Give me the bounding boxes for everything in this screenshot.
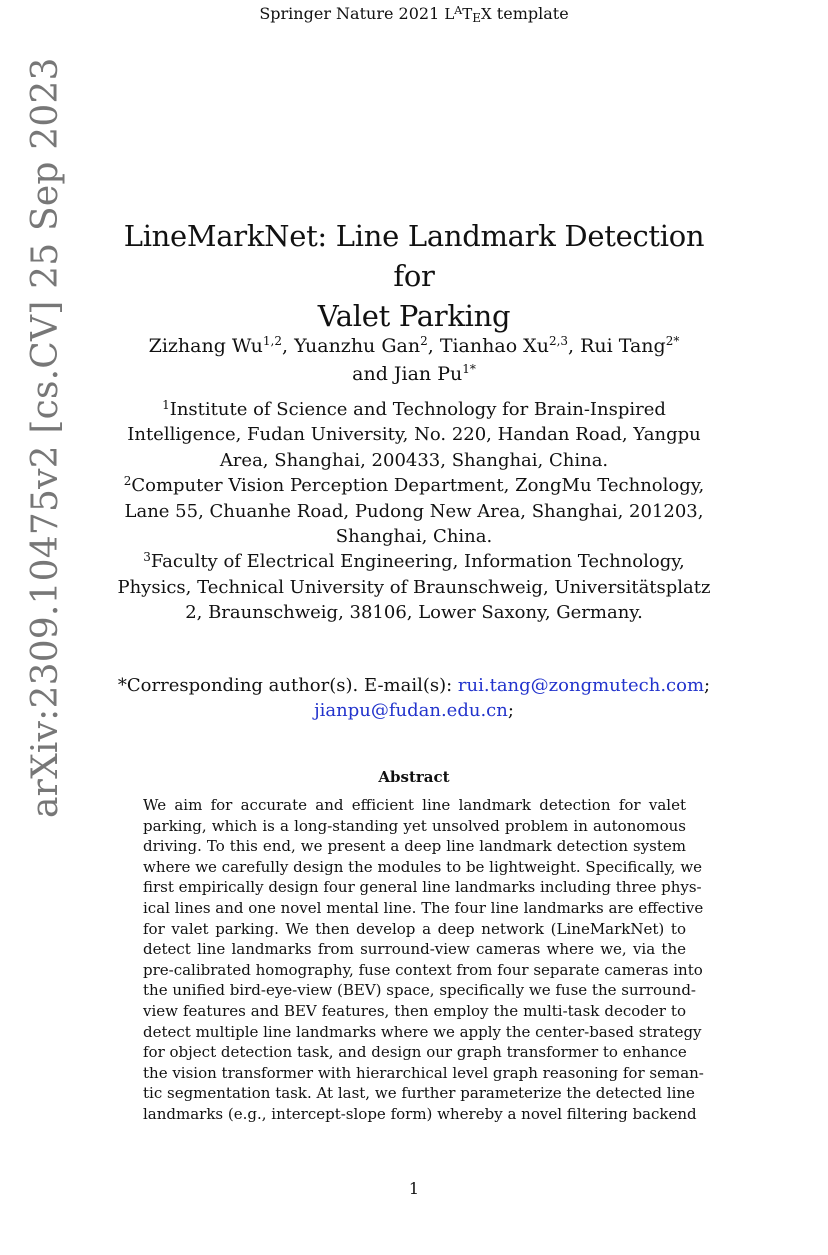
author-affiliation-mark: 1* (462, 362, 476, 376)
latex-logo-e: E (472, 11, 482, 25)
author-affiliation-mark: 2 (420, 334, 428, 348)
author-name: and Jian Pu (352, 363, 463, 385)
page-number: 1 (408, 1179, 420, 1198)
header-prefix: Springer Nature 2021 (259, 4, 445, 23)
corresponding-authors (100, 673, 728, 723)
author-name: Zizhang Wu (148, 335, 263, 357)
latex-logo-l: L (444, 5, 455, 23)
latex-logo-t: T (462, 5, 473, 23)
abstract-line: the unified bird-eye-view (BEV) space, specifically we fuse the surround- (143, 981, 696, 1000)
author-separator: , (568, 335, 581, 357)
affiliation-number: 2 (123, 474, 132, 489)
abstract-line: tic segmentation task. At last, we further parameterize the detected line (143, 1084, 695, 1103)
author-name: Yuanzhu Gan (294, 335, 421, 357)
affiliation-text: Computer Vision Perception Department, ZongMu Technology, (131, 475, 705, 497)
affiliation-text: Faculty of Electrical Engineering, Information Technology, (150, 551, 685, 573)
latex-logo-x: X (481, 5, 492, 23)
abstract-line: where we carefully design the modules to be lightweight. Specifically, we (143, 857, 703, 876)
title-line: Valet Parking (317, 299, 511, 333)
affiliation-line: Intelligence, Fudan University, No. 220, Handan Road, Yangpu (127, 424, 701, 446)
abstract-line: parking, which is a long-standing yet unsolved problem in autonomous (143, 816, 686, 835)
corresponding-line (100, 673, 728, 698)
abstract-heading: Abstract (378, 768, 450, 786)
abstract-line: for valet parking. We then develop a deep network (LineMarkNet) to (143, 919, 686, 938)
latex-logo (444, 5, 491, 23)
corresponding-line (100, 698, 728, 723)
abstract-line: landmarks (e.g., intercept-slope form) whereby a novel filtering backend (143, 1104, 697, 1123)
author-affiliation-mark: 2,3 (548, 334, 569, 348)
affiliation-line: 2, Braunschweig, 38106, Lower Saxony, Germany. (185, 602, 643, 624)
author-affiliation-mark: 1,2 (262, 334, 283, 348)
abstract-line: first empirically design four general line landmarks including three phys- (143, 878, 702, 897)
affiliation-text: Institute of Science and Technology for Brain-Inspired (169, 399, 666, 420)
author-separator: , (427, 335, 440, 357)
paper-title (110, 216, 718, 336)
abstract-line: view features and BEV features, then employ the multi-task decoder to (143, 1001, 686, 1020)
corresponding-label: *Corresponding author(s). E-mail(s): (117, 675, 458, 696)
affiliation-line: Lane 55, Chuanhe Road, Pudong New Area, Shanghai, 201203, (124, 500, 704, 522)
affiliations (110, 397, 718, 626)
abstract-body (143, 795, 704, 1125)
author-list (110, 332, 718, 388)
author-affiliation-mark: 2* (665, 334, 680, 348)
author-line (110, 360, 718, 388)
author-separator: , (282, 335, 295, 357)
abstract-line: pre-calibrated homography, fuse context from four separate cameras into (143, 960, 703, 979)
email-separator: ; (507, 700, 514, 721)
email-link-rui-tang[interactable]: rui.tang@zongmutech.com (457, 675, 705, 696)
email-separator: ; (704, 675, 711, 696)
header-suffix: template (491, 4, 569, 23)
email-link-jian-pu[interactable]: jianpu@fudan.edu.cn (314, 700, 508, 721)
title-line: LineMarkNet: Line Landmark Detection for (123, 219, 705, 293)
affiliation-line (110, 549, 718, 574)
abstract-line: for object detection task, and design our graph transformer to enhance (143, 1043, 687, 1062)
running-header (0, 1, 828, 28)
abstract-line: driving. To this end, we present a deep line landmark detection system (143, 837, 686, 856)
affiliation-line (110, 397, 718, 422)
abstract-line: We aim for accurate and efficient line landmark detection for valet (143, 796, 686, 814)
affiliation-line (110, 473, 718, 498)
affiliation-line: Area, Shanghai, 200433, Shanghai, China. (219, 449, 609, 471)
abstract-line: detect multiple line landmarks where we apply the center-based strategy (143, 1022, 702, 1041)
abstract-line: ical lines and one novel mental line. The four line landmarks are effective (143, 898, 704, 917)
author-name: Tianhao Xu (439, 335, 549, 357)
arxiv-stamp: arXiv:2309.10475v2 [cs.CV] 25 Sep 2023 (25, 57, 66, 818)
affiliation-line: Physics, Technical University of Braunschweig, Universitätsplatz (117, 576, 711, 598)
affiliation-number: 1 (162, 398, 170, 412)
affiliation-line: Shanghai, China. (335, 526, 493, 548)
latex-logo-a: A (454, 4, 463, 17)
author-line (110, 332, 718, 360)
abstract-line: the vision transformer with hierarchical level graph reasoning for seman- (143, 1063, 704, 1082)
affiliation-number: 3 (143, 550, 151, 565)
abstract-line: detect line landmarks from surround-view cameras where we, via the (143, 940, 686, 959)
author-name: Rui Tang (580, 335, 666, 357)
